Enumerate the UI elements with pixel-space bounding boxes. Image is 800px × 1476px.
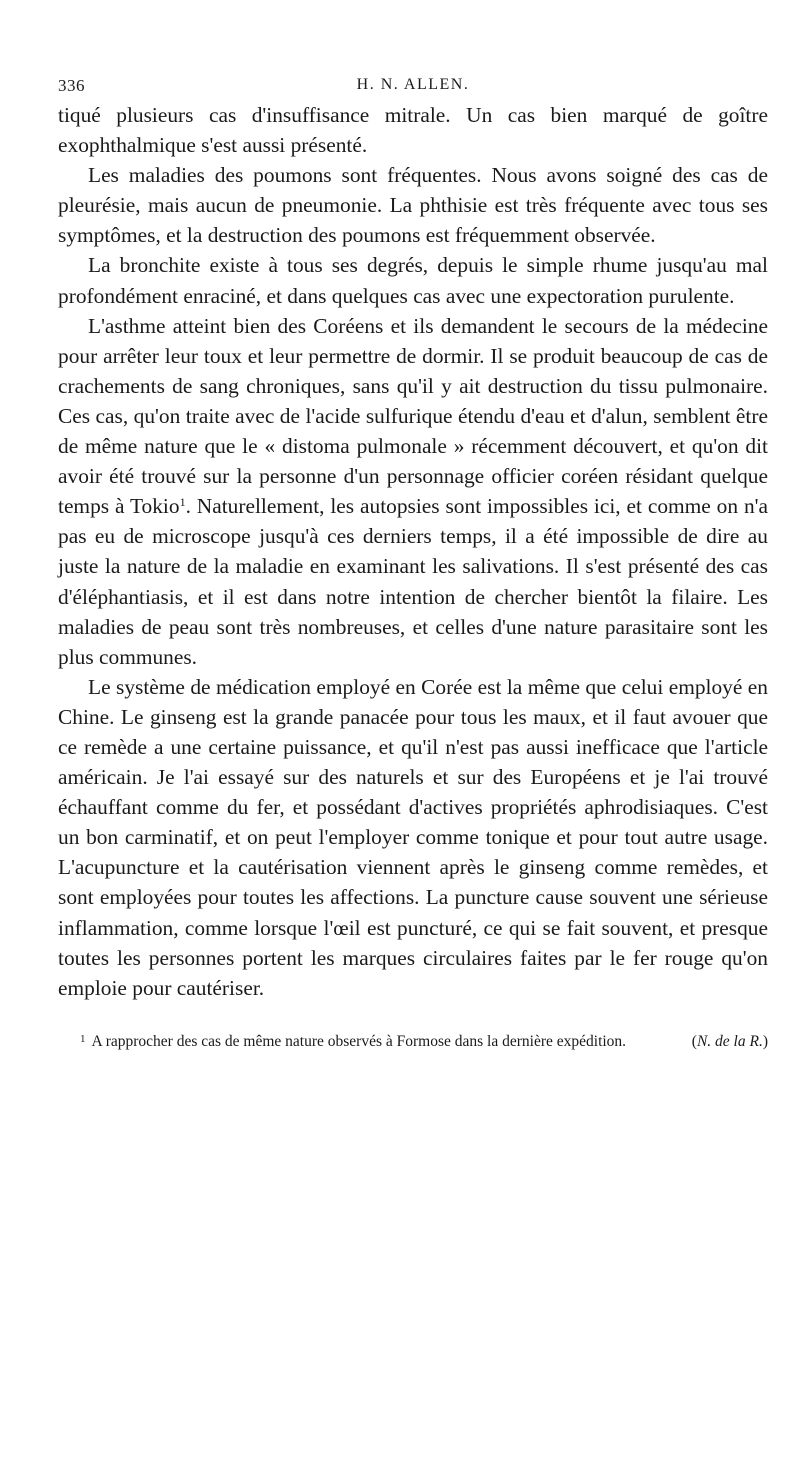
paragraph-text: La bronchite existe à tous ses degrés, depuis le simple rhume jusqu'au mal profondément enraciné, et dans quelques cas avec une expectoration purulente.	[58, 253, 768, 308]
footnotes	[58, 1031, 768, 1052]
paragraph-text: . Naturellement, les autopsies sont impossibles ici, et comme on n'a pas eu de microscope jusqu'à ces derniers temps, il a été impossible de dire au juste la nature de la maladie en examinant les salivations. Il s'est présenté des cas d'éléphantiasis, et il est dans notre intention de chercher bientôt la filaire. Les maladies de peau sont très nombreuses, et celles d'une nature parasitaire sont les plus communes.	[58, 494, 768, 669]
running-head: H. N. ALLEN.	[356, 76, 470, 93]
page-number: 336	[58, 76, 85, 95]
attribution-open: (	[691, 1032, 697, 1050]
footnote-text: A rapprocher des cas de même nature observés à Formose dans la dernière expédition.	[91, 1032, 627, 1050]
body-text	[58, 100, 768, 1003]
footnote-reference: 1	[179, 495, 186, 510]
paragraph-text: L'asthme atteint bien des Coréens et ils demandent le secours de la médecine pour arrêter leur toux et leur permettre de dormir. Il se produit beaucoup de cas de crachements de sang chroniques, sans qu'il y ait destruction du tissu pulmonaire. Ces cas, qu'on traite avec de l'acide sulfurique étendu d'eau et d'alun, semblent être de même nature que le « distoma pulmonale » récemment découvert, et qu'on dit avoir été trouvé sur la personne d'un personnage officier coréen résidant quelque temps à Tokio	[58, 313, 768, 519]
paragraph	[58, 250, 768, 310]
page-header	[58, 72, 768, 100]
footnote-attribution	[670, 1031, 768, 1052]
paragraph-text: Le système de médication employé en Corée est la même que celui employé en Chine. Le ginseng est la grande panacée pour tous les maux, et il faut avouer que ce remède a une certaine puissance, et qu'il n'est pas aussi inefficace que l'article américain. Je l'ai essayé sur des naturels et sur des Européens et je l'ai trouvé échauffant comme du fer, et possédant d'actives propriétés aphrodisiaques. C'est un bon carminatif, et on peut l'employer comme tonique et pour tout autre usage. L'acupuncture et la cautérisation viennent après le ginseng comme remèdes, et sont employées pour toutes les affections. La puncture cause souvent une sérieuse inflammation, comme lorsque l'œil est puncturé, ce qui se fait souvent, et presque toutes les personnes portent les marques circulaires faites par le fer rouge qu'on emploie pour cautériser.	[58, 674, 768, 1000]
paragraph	[58, 160, 768, 250]
paragraph	[58, 672, 768, 1003]
paragraph-text: tiqué plusieurs cas d'insuffisance mitrale. Un cas bien marqué de goître exophthalmique s'est aussi présenté.	[58, 103, 768, 158]
paragraph	[58, 311, 768, 672]
footnote	[58, 1031, 768, 1052]
paragraph-text: Les maladies des poumons sont fréquentes. Nous avons soigné des cas de pleurésie, mais aucun de pneumonie. La phthisie est très fréquente avec tous ses symptômes, et la destruction des poumons est fréquemment observée.	[58, 163, 768, 248]
attribution-close: )	[762, 1032, 768, 1050]
document-page	[58, 72, 768, 1052]
footnote-marker: 1	[80, 1032, 86, 1045]
paragraph	[58, 100, 768, 160]
attribution-text: N. de la R.	[696, 1032, 763, 1050]
